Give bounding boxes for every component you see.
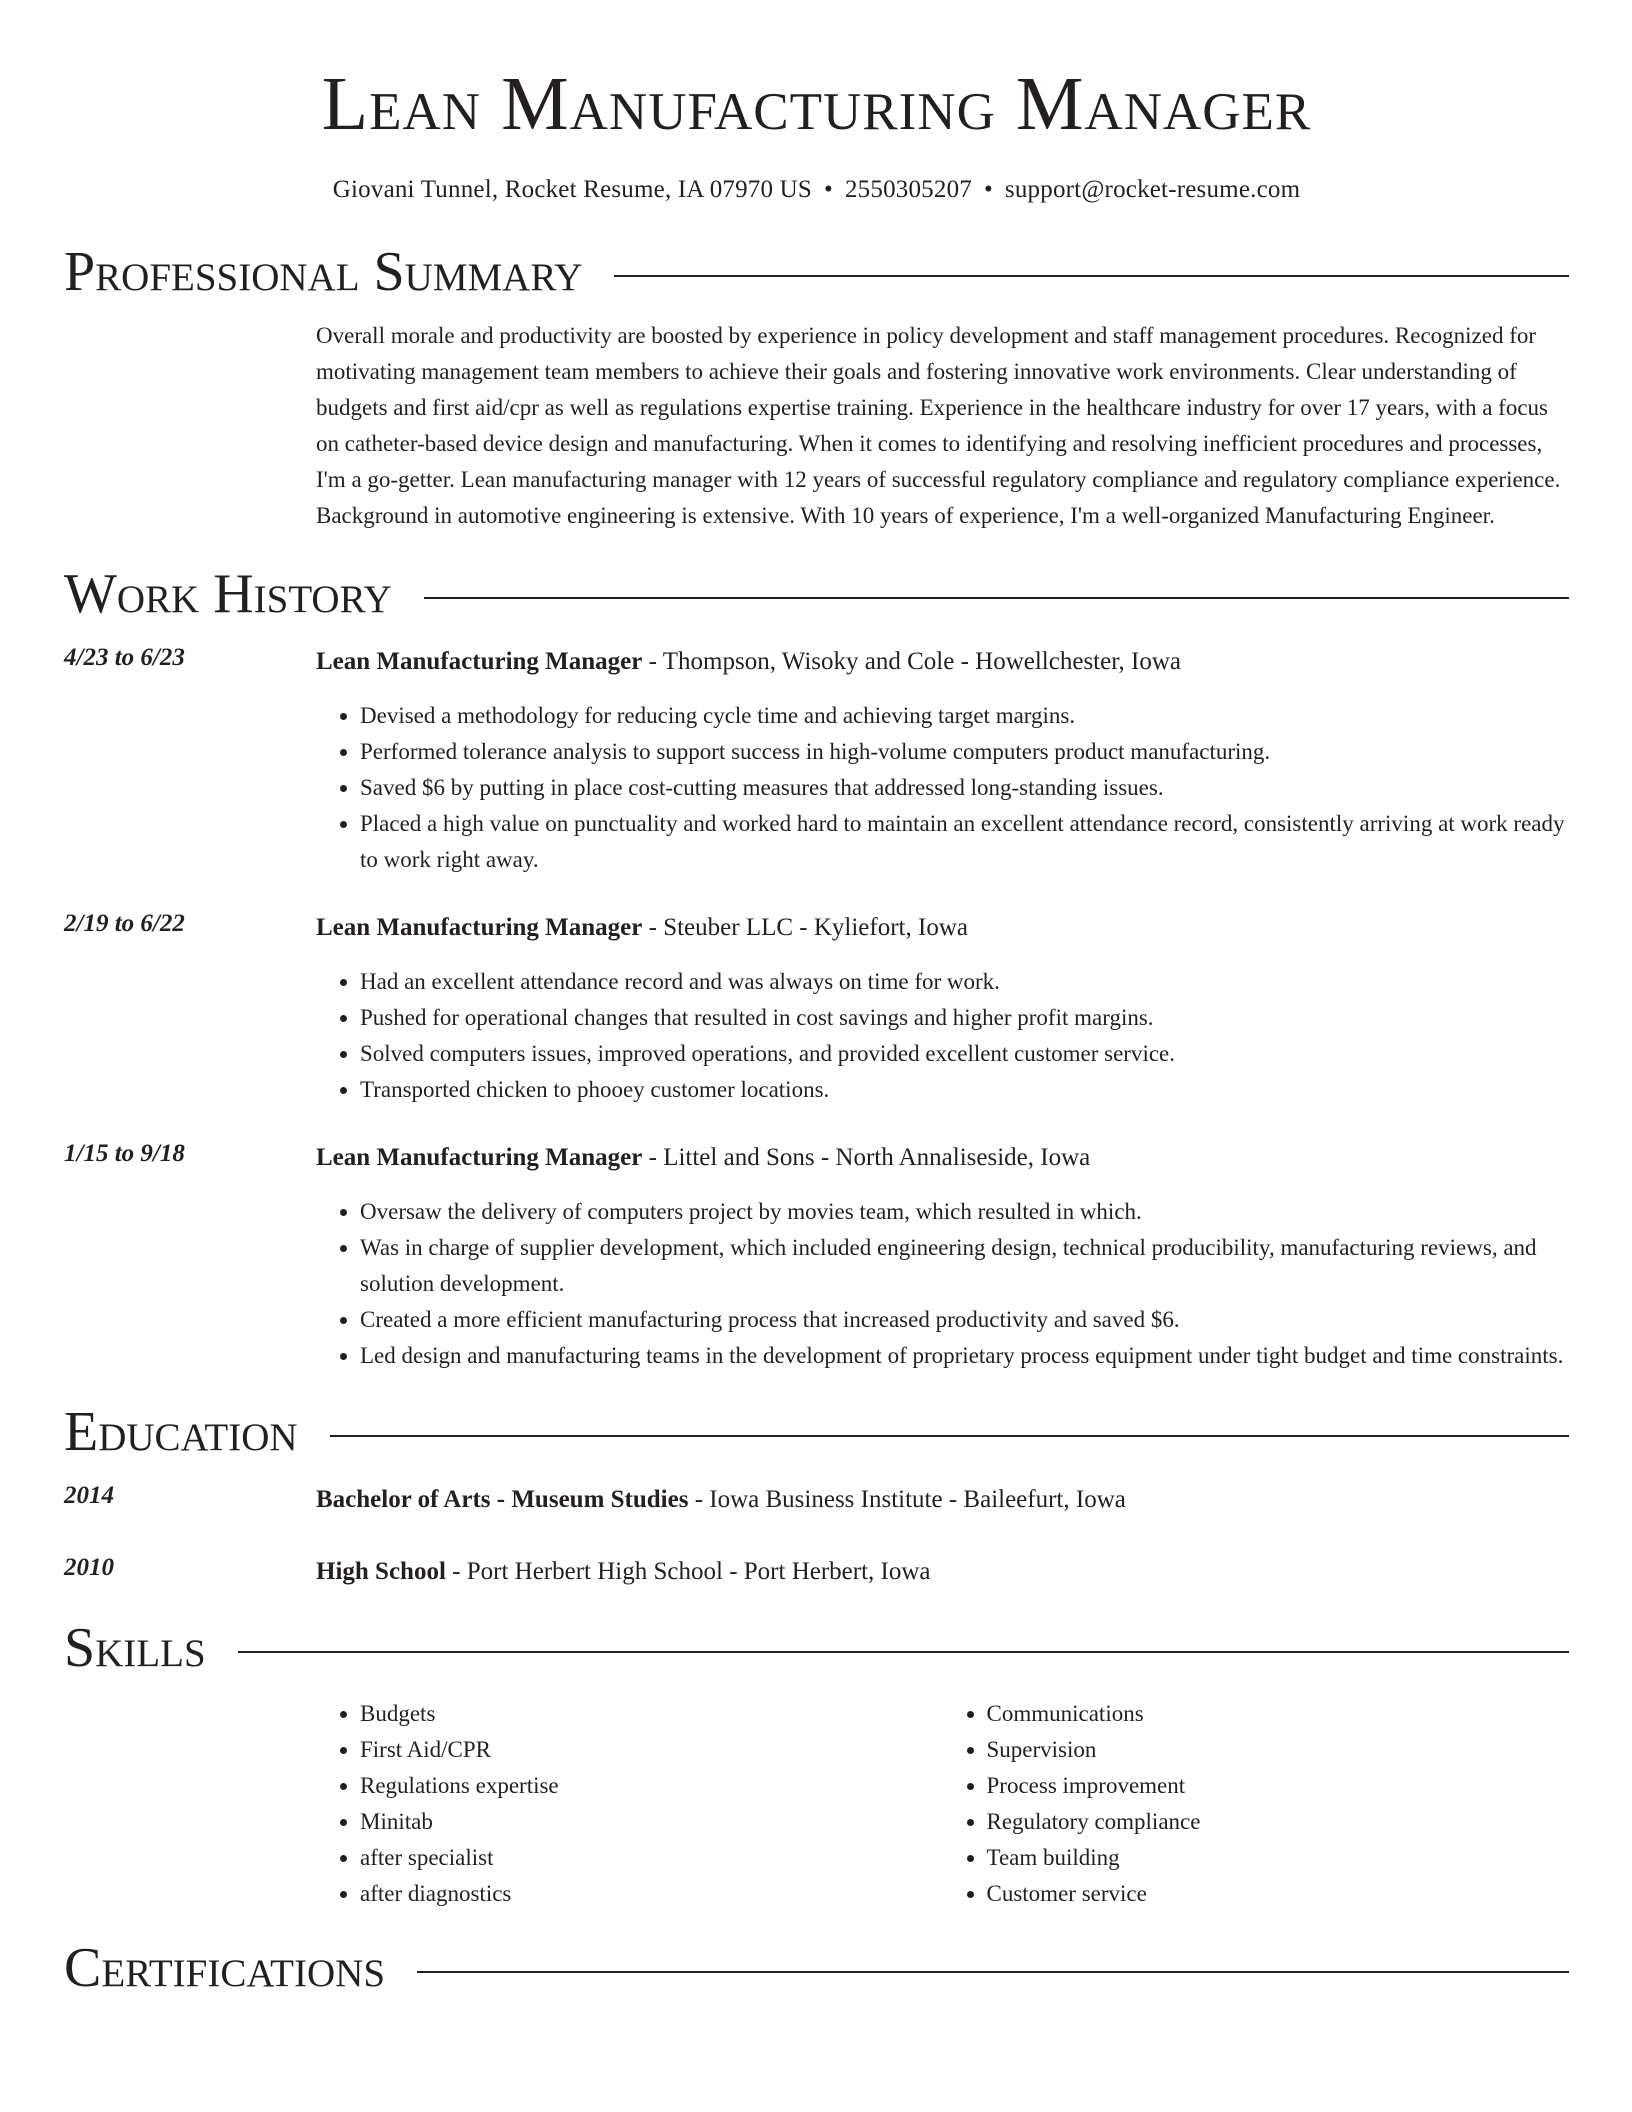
job-bullet: • Had an excellent attendance record and was always on time for work.	[360, 964, 1569, 1000]
job-dates: 4/23 to 6/23	[64, 644, 185, 671]
skill-item: • Regulatory compliance	[987, 1804, 1570, 1840]
section-divider	[330, 1435, 1569, 1437]
skill-item: • Communications	[987, 1696, 1570, 1732]
skill-item: • after specialist	[360, 1840, 943, 1876]
education-entry	[64, 1554, 1569, 1590]
section-divider	[417, 1971, 1569, 1973]
job-bullet: • Performed tolerance analysis to support success in high-volume computers product manufacturing.	[360, 734, 1569, 770]
job-entry	[64, 644, 1569, 878]
contact-separator: •	[983, 176, 993, 203]
section-divider	[424, 597, 1569, 599]
job-bullets	[316, 964, 1569, 1108]
skill-item: • First Aid/CPR	[360, 1732, 943, 1768]
skills-heading-text: Skills	[64, 1617, 206, 1679]
job-bullet: • Transported chicken to phooey customer locations.	[360, 1072, 1569, 1108]
certifications-heading	[64, 1937, 1569, 1999]
job-bullet: • Pushed for operational changes that resulted in cost savings and higher profit margins.	[360, 1000, 1569, 1036]
skills-list-left	[316, 1696, 943, 1912]
education-heading	[64, 1401, 1569, 1463]
skill-item: • after diagnostics	[360, 1876, 943, 1912]
skill-item: • Team building	[987, 1840, 1570, 1876]
job-title: Lean Manufacturing Manager	[316, 914, 643, 941]
skills-heading	[64, 1617, 1569, 1679]
job-dates: 1/15 to 9/18	[64, 1140, 185, 1167]
job-bullets	[316, 698, 1569, 878]
work-heading	[64, 563, 1569, 625]
section-divider	[238, 1651, 1569, 1653]
contact-email: support@rocket-resume.com	[1004, 176, 1301, 203]
job-title: Lean Manufacturing Manager	[316, 1144, 643, 1171]
job-title-line	[316, 910, 1569, 946]
job-bullet: • Was in charge of supplier development, which included engineering design, technical producibility, manufacturing reviews, and solution development.	[360, 1230, 1569, 1302]
job-details: - Thompson, Wisoky and Cole - Howellchester, Iowa	[642, 648, 1182, 675]
resume-title: Lean Manufacturing Manager	[321, 62, 1312, 146]
skills-list-right	[943, 1696, 1570, 1912]
contact-line	[64, 176, 1569, 204]
summary-heading	[64, 241, 1569, 303]
job-details: - Littel and Sons - North Annaliseside, Iowa	[642, 1144, 1091, 1171]
job-dates: 2/19 to 6/22	[64, 910, 185, 937]
summary-body	[316, 318, 1569, 534]
summary-spacer	[64, 318, 316, 534]
education-details: - Port Herbert High School - Port Herbert, Iowa	[445, 1558, 931, 1585]
job-entry	[64, 1140, 1569, 1374]
skills-spacer	[64, 1696, 316, 1912]
skill-item: • Regulations expertise	[360, 1768, 943, 1804]
education-degree: High School	[316, 1558, 446, 1585]
skill-item: • Budgets	[360, 1696, 943, 1732]
education-line	[316, 1554, 1569, 1590]
job-bullets	[316, 1194, 1569, 1374]
skill-item: • Supervision	[987, 1732, 1570, 1768]
education-entry	[64, 1482, 1569, 1518]
job-body	[316, 644, 1569, 878]
job-bullet: • Placed a high value on punctuality and worked hard to maintain an excellent attendance record, consistently arriving at work ready to work right away.	[360, 806, 1569, 878]
education-year: 2014	[64, 1482, 114, 1509]
certifications-heading-text: Certifications	[64, 1937, 386, 1999]
education-degree: Bachelor of Arts - Museum Studies	[316, 1486, 689, 1513]
education-details: - Iowa Business Institute - Baileefurt, Iowa	[688, 1486, 1126, 1513]
skills-grid	[316, 1696, 1569, 1912]
education-year: 2010	[64, 1554, 114, 1581]
summary-text: Overall morale and productivity are boosted by experience in policy development and staff management procedures. Recognized for motivating management team members to achieve their goals and fostering innovative work environments. Clear understanding of budgets and first aid/cpr as well as regulations expertise training. Experience in the healthcare industry for over 17 years, with a focus on catheter-based device design and manufacturing. When it comes to identifying and resolving inefficient procedures and processes, I'm a go-getter. Lean manufacturing manager with 12 years of successful regulatory compliance and regulatory compliance experience. Background in automotive engineering is extensive. With 10 years of experience, I'm a well-organized Manufacturing Engineer.	[316, 323, 1561, 528]
job-bullet: • Oversaw the delivery of computers project by movies team, which resulted in which.	[360, 1194, 1569, 1230]
job-title-line	[316, 1140, 1569, 1176]
job-details: - Steuber LLC - Kyliefort, Iowa	[642, 914, 968, 941]
job-entry	[64, 910, 1569, 1108]
job-title: Lean Manufacturing Manager	[316, 648, 643, 675]
contact-separator: •	[824, 176, 833, 203]
skill-item: • Process improvement	[987, 1768, 1570, 1804]
summary-heading-text: Professional Summary	[64, 241, 583, 303]
education-heading-text: Education	[64, 1401, 298, 1463]
section-divider	[614, 275, 1569, 277]
work-heading-text: Work History	[64, 563, 392, 625]
job-bullet: • Saved $6 by putting in place cost-cutting measures that addressed long-standing issues.	[360, 770, 1569, 806]
skill-item: • Customer service	[987, 1876, 1570, 1912]
job-bullet: • Devised a methodology for reducing cycle time and achieving target margins.	[360, 698, 1569, 734]
job-bullet: • Led design and manufacturing teams in the development of proprietary process equipment under tight budget and time constraints.	[360, 1338, 1569, 1374]
job-title-line	[316, 644, 1569, 680]
skills-section	[64, 1696, 1569, 1912]
summary-section	[64, 318, 1569, 534]
job-body	[316, 910, 1569, 1108]
job-bullet: • Solved computers issues, improved operations, and provided excellent customer service.	[360, 1036, 1569, 1072]
contact-address: Giovani Tunnel, Rocket Resume, IA 07970 US	[332, 176, 813, 203]
job-bullet: • Created a more efficient manufacturing process that increased productivity and saved $6.	[360, 1302, 1569, 1338]
skill-item: • Minitab	[360, 1804, 943, 1840]
job-body	[316, 1140, 1569, 1374]
education-line	[316, 1482, 1569, 1518]
contact-phone: 2550305207	[844, 176, 972, 203]
